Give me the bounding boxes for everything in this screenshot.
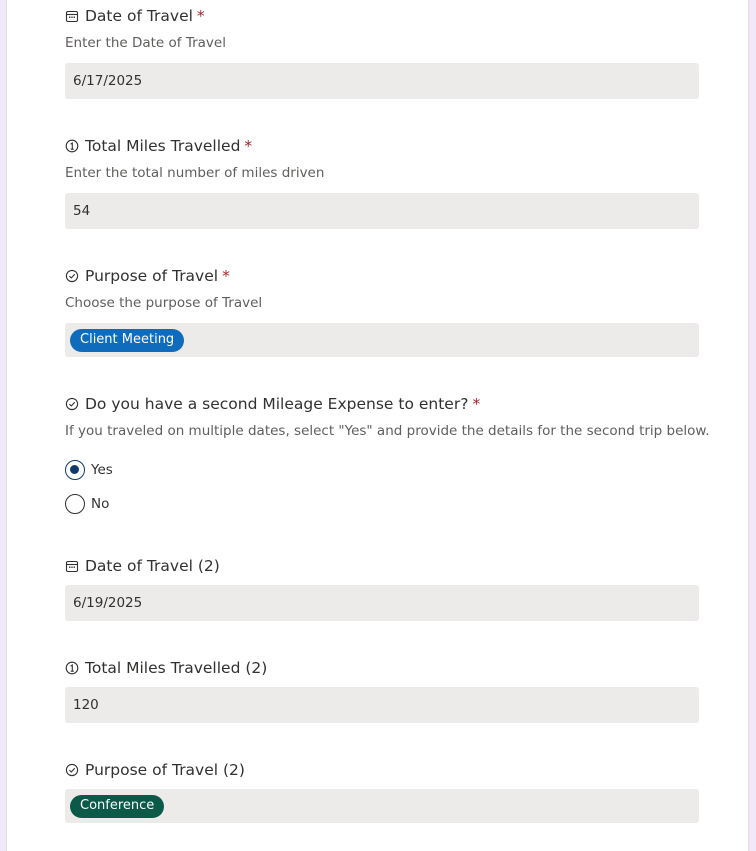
calendar-icon	[65, 9, 79, 23]
selected-choice-pill[interactable]: Client Meeting	[70, 329, 184, 352]
required-marker: *	[472, 395, 481, 413]
choice-check-icon	[65, 763, 79, 777]
question-title	[65, 5, 699, 27]
question-date-of-travel-2	[65, 555, 699, 621]
question-title	[65, 759, 699, 781]
purpose-choice-field-2[interactable]	[65, 789, 699, 823]
question-title	[65, 135, 699, 157]
choice-check-icon	[65, 269, 79, 283]
number-icon	[65, 139, 79, 153]
radio-button-selected[interactable]	[65, 460, 85, 480]
miles-input-2[interactable]: 120	[65, 687, 699, 723]
question-title-text: Do you have a second Mileage Expense to enter?	[85, 395, 469, 413]
question-description: Enter the Date of Travel	[65, 35, 226, 51]
selected-choice-pill[interactable]: Conference	[70, 795, 164, 818]
question-title-text: Date of Travel (2)	[85, 557, 220, 575]
required-marker: *	[196, 7, 205, 25]
form-card	[6, 0, 749, 851]
date-input[interactable]: 6/17/2025	[65, 63, 699, 99]
miles-input[interactable]: 54	[65, 193, 699, 229]
radio-button[interactable]	[65, 494, 85, 514]
question-total-miles	[65, 135, 699, 229]
question-title-text: Purpose of Travel (2)	[85, 761, 245, 779]
question-title	[65, 393, 699, 415]
question-second-mileage	[65, 393, 710, 443]
choice-check-icon	[65, 397, 79, 411]
question-title	[65, 657, 699, 679]
radio-option-no[interactable]	[65, 494, 109, 514]
question-date-of-travel	[65, 5, 699, 99]
question-title-text: Date of Travel	[85, 7, 193, 25]
radio-label: Yes	[91, 462, 113, 478]
question-title-text: Total Miles Travelled (2)	[85, 659, 268, 677]
radio-option-yes[interactable]	[65, 460, 113, 480]
question-purpose-of-travel	[65, 265, 699, 357]
number-icon	[65, 661, 79, 675]
required-marker: *	[222, 267, 230, 285]
question-title-text: Total Miles Travelled	[85, 137, 241, 155]
purpose-choice-field[interactable]	[65, 323, 699, 357]
question-title	[65, 555, 699, 577]
question-description: If you traveled on multiple dates, select "Yes" and provide the details for the second trip below.	[65, 423, 710, 439]
required-marker: *	[244, 137, 253, 155]
question-description: Choose the purpose of Travel	[65, 295, 263, 311]
date-input-2[interactable]: 6/19/2025	[65, 585, 699, 621]
question-description: Enter the total number of miles driven	[65, 165, 325, 181]
question-title-text: Purpose of Travel	[85, 267, 219, 285]
question-total-miles-2	[65, 657, 699, 723]
calendar-icon	[65, 559, 79, 573]
question-purpose-of-travel-2	[65, 759, 699, 823]
question-title	[65, 265, 699, 287]
radio-label: No	[91, 496, 110, 512]
